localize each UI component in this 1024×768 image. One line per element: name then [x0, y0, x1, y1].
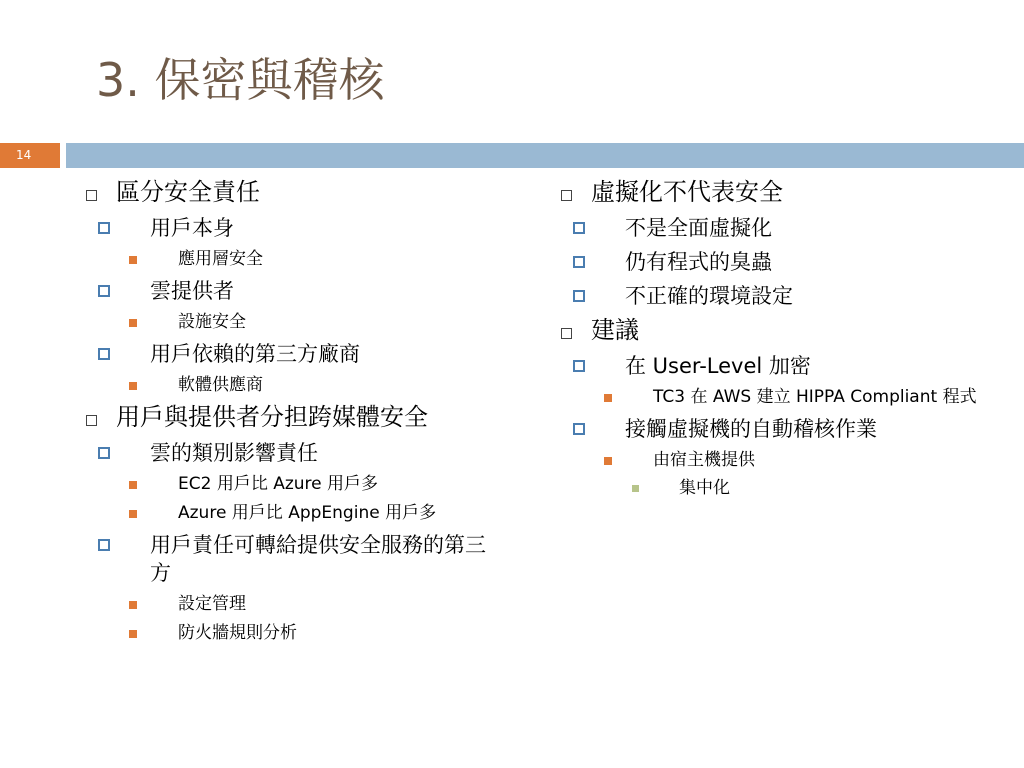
bullet-text: 由宿主機提供: [653, 450, 755, 470]
detail-item: [150, 311, 500, 334]
bullet-item: [555, 315, 1015, 500]
bullet-text: 集中化: [679, 478, 730, 498]
bullet-text: EC2 用戶比 Azure 用戶多: [178, 474, 379, 494]
bullet-text: 接觸虛擬機的自動稽核作業: [625, 417, 877, 441]
square-bullet-icon: [129, 481, 137, 489]
bullet-text: 防火牆規則分析: [178, 623, 297, 643]
sub-bullet-item: [116, 439, 500, 525]
square-bullet-icon: [129, 630, 137, 638]
bullet-text: 雲的類別影響責任: [150, 441, 318, 465]
square-bullet-icon: [604, 457, 612, 465]
detail-item: [150, 248, 500, 271]
square-bullet-icon: [129, 510, 137, 518]
sub-bullet-item: [591, 282, 1015, 310]
square-bullet-icon: [86, 190, 97, 201]
title-divider-band: [66, 143, 1024, 168]
bullet-text: 用戶與提供者分担跨媒體安全: [116, 403, 428, 431]
left-column: [80, 172, 500, 645]
bullet-text: 仍有程式的臭蟲: [625, 250, 772, 274]
detail-item: [150, 374, 500, 397]
square-bullet-icon: [98, 222, 110, 234]
bullet-text: 虛擬化不代表安全: [591, 178, 783, 206]
square-bullet-icon: [98, 539, 110, 551]
sub-bullet-item: [591, 352, 1015, 409]
bullet-text: 用戶依賴的第三方廠商: [150, 342, 360, 366]
bullet-text: 區分安全責任: [116, 178, 260, 206]
square-bullet-icon: [129, 319, 137, 327]
bullet-text: 建議: [591, 316, 639, 344]
square-bullet-icon: [561, 328, 572, 339]
bullet-text: 設施安全: [178, 312, 246, 332]
detail-item: [150, 593, 500, 616]
square-bullet-icon: [573, 360, 585, 372]
sub-bullet-item: [116, 214, 500, 271]
square-bullet-icon: [573, 290, 585, 302]
square-bullet-icon: [98, 447, 110, 459]
square-bullet-icon: [129, 256, 137, 264]
bullet-text: 設定管理: [178, 594, 246, 614]
square-bullet-icon: [98, 348, 110, 360]
detail-item: [150, 473, 500, 496]
bullet-item: [555, 177, 1015, 310]
bullet-text: 用戶本身: [150, 216, 234, 240]
square-bullet-icon: [98, 285, 110, 297]
slide-title: 3. 保密與稽核: [96, 53, 385, 107]
sub-bullet-item: [591, 415, 1015, 500]
square-bullet-icon: [129, 382, 137, 390]
square-bullet-icon: [129, 601, 137, 609]
square-bullet-icon: [604, 394, 612, 402]
sub-bullet-item: [591, 214, 1015, 242]
bullet-text: 在 User-Level 加密: [625, 354, 811, 378]
bullet-text: 軟體供應商: [178, 375, 263, 395]
square-bullet-icon: [86, 415, 97, 426]
bullet-text: 用戶責任可轉給提供安全服務的第三方: [150, 533, 486, 585]
bullet-text: TC3 在 AWS 建立 HIPPA Compliant 程式: [653, 387, 977, 407]
bullet-item: [80, 402, 500, 645]
detail-item: [625, 449, 1015, 500]
bullet-text: 應用層安全: [178, 249, 263, 269]
bullet-text: 不正確的環境設定: [625, 284, 793, 308]
sub-bullet-item: [591, 248, 1015, 276]
square-bullet-icon: [632, 485, 639, 492]
detail-item: [625, 386, 1015, 409]
square-bullet-icon: [573, 222, 585, 234]
detail-item: [150, 502, 500, 525]
square-bullet-icon: [573, 256, 585, 268]
sub-bullet-item: [116, 531, 500, 645]
bullet-text: 雲提供者: [150, 279, 234, 303]
bullet-text: 不是全面虛擬化: [625, 216, 772, 240]
bullet-text: Azure 用戶比 AppEngine 用戶多: [178, 503, 437, 523]
sub-bullet-item: [116, 340, 500, 397]
right-column: [555, 172, 1015, 500]
slide-number: 14: [0, 143, 60, 168]
square-bullet-icon: [573, 423, 585, 435]
detail-item: [150, 622, 500, 645]
sub-bullet-item: [116, 277, 500, 334]
square-bullet-icon: [561, 190, 572, 201]
bullet-item: [80, 177, 500, 397]
sub-detail-item: [653, 477, 1015, 500]
